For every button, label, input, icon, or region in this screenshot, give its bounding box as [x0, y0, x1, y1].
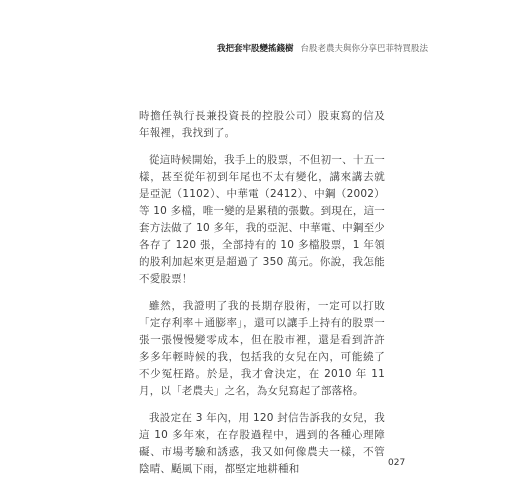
page-number: 027: [388, 458, 406, 468]
running-header: [217, 42, 428, 54]
paragraph-2: 從這時候開始，我手上的股票，不但初一、十五一樣，甚至從年初到年尾也不太有變化，講來講去就是亞泥（1102）、中華電（2412）、中鋼（2002）等 10 多檔，唯一變的是累積的張數。到現在，這一套方法做了 10 多年，我的亞泥、中華電、中鋼至少各存了 120 張，全部持有的 10 多檔股票，1 年領的股利加起來更是超過了 350 萬元。你說，我怎能不愛股票！: [139, 154, 385, 285]
book-title: 我把套牢股變搖錢樹: [216, 44, 294, 54]
paragraph-1: 時擔任執行長兼投資長的控股公司）股東寫的信及年報裡，我找到了。: [139, 110, 385, 139]
paragraph-4: 我設定在 3 年內，用 120 封信告訴我的女兒，我這 10 多年來，在存股過程中，遇到的各種心理障礙、市場考驗和誘惑，我又如何像農夫一樣，不管陰晴、颳風下雨，都堅定地耕種和: [139, 412, 385, 475]
paragraph-3: 雖然，我證明了我的長期存股術，一定可以打敗「定存利率＋通膨率」，還可以讓手上持有的股票一張一張慢慢變零成本，但在股市裡，還是看到許許多多年輕時候的我，包括我的女兒在內，可能繞了不少冤枉路。於是，我才會決定，在 2010 年 11 月，以「老農夫」之名，為女兒寫起了部落格。: [139, 300, 385, 397]
body-text: [139, 108, 385, 488]
book-subtitle: 台股老農夫與你分享巴菲特買股法: [300, 44, 428, 54]
